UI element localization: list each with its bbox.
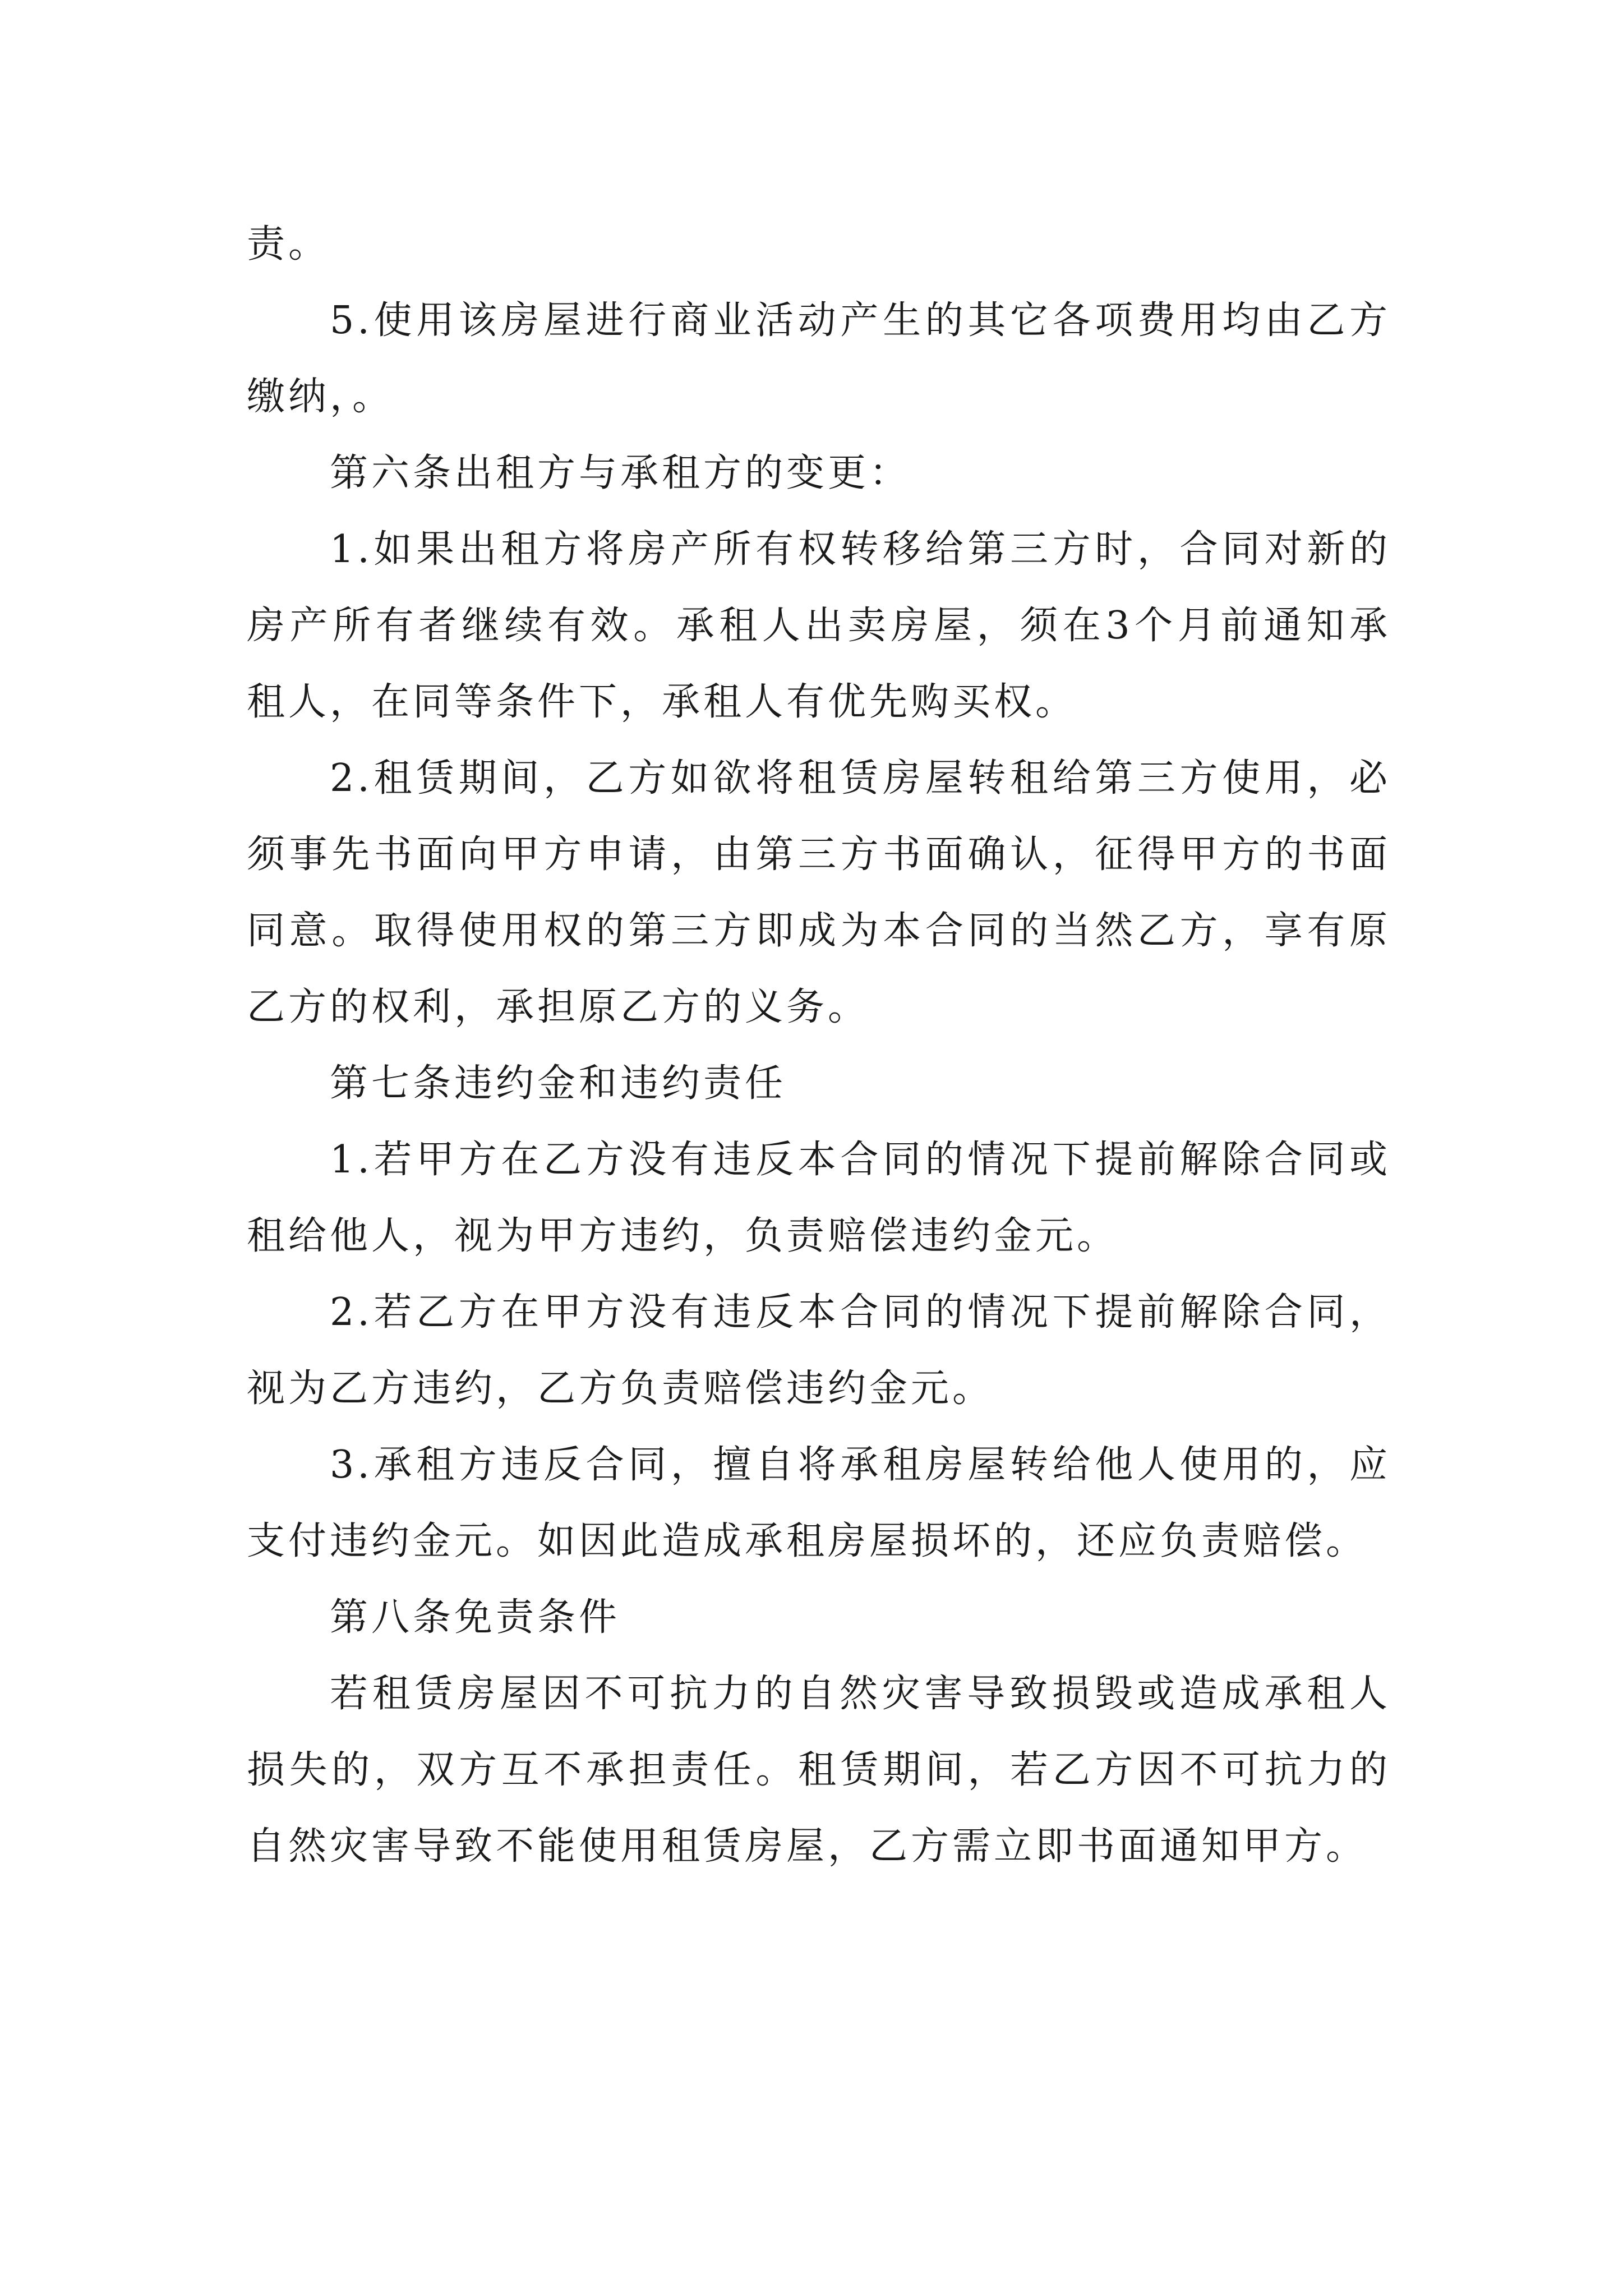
article-7-clause-3: 3.承租方违反合同，擅自将承租房屋转给他人使用的，应支付违约金元。如因此造成承租房屋损坏的，还应负责赔偿。 xyxy=(247,1443,1391,1563)
article-6-clause-1: 1.如果出租方将房产所有权转移给第三方时，合同对新的房产所有者继续有效。承租人出卖房屋，须在3个月前通知承租人，在同等条件下，承租人有优先购买权。 xyxy=(247,527,1391,724)
article-6-clause-2: 2.租赁期间，乙方如欲将租赁房屋转租给第三方使用，必须事先书面向甲方申请，由第三方书面确认，征得甲方的书面同意。取得使用权的第三方即成为本合同的当然乙方，享有原乙方的权利，承担原乙方的义务。 xyxy=(247,756,1391,1029)
paragraph-continuation: 责。 xyxy=(247,222,330,266)
article-7-clause-1: 1.若甲方在乙方没有违反本合同的情况下提前解除合同或租给他人，视为甲方违约，负责赔偿违约金元。 xyxy=(247,1138,1391,1258)
clause-5-fees: 5.使用该房屋进行商业活动产生的其它各项费用均由乙方缴纳，。 xyxy=(247,298,1391,419)
article-7-heading: 第七条违约金和违约责任 xyxy=(330,1061,787,1106)
article-7-clause-2: 2.若乙方在甲方没有违反本合同的情况下提前解除合同，视为乙方违约，乙方负责赔偿违约金元。 xyxy=(247,1290,1391,1411)
article-8-body: 若租赁房屋因不可抗力的自然灾害导致损毁或造成承租人损失的，双方互不承担责任。租赁期间，若乙方因不可抗力的自然灾害导致不能使用租赁房屋，乙方需立即书面通知甲方。 xyxy=(247,1672,1391,1869)
article-8-heading: 第八条免责条件 xyxy=(330,1595,621,1640)
article-6-heading: 第六条出租方与承租方的变更： xyxy=(330,451,911,495)
document-page xyxy=(247,206,1391,1885)
